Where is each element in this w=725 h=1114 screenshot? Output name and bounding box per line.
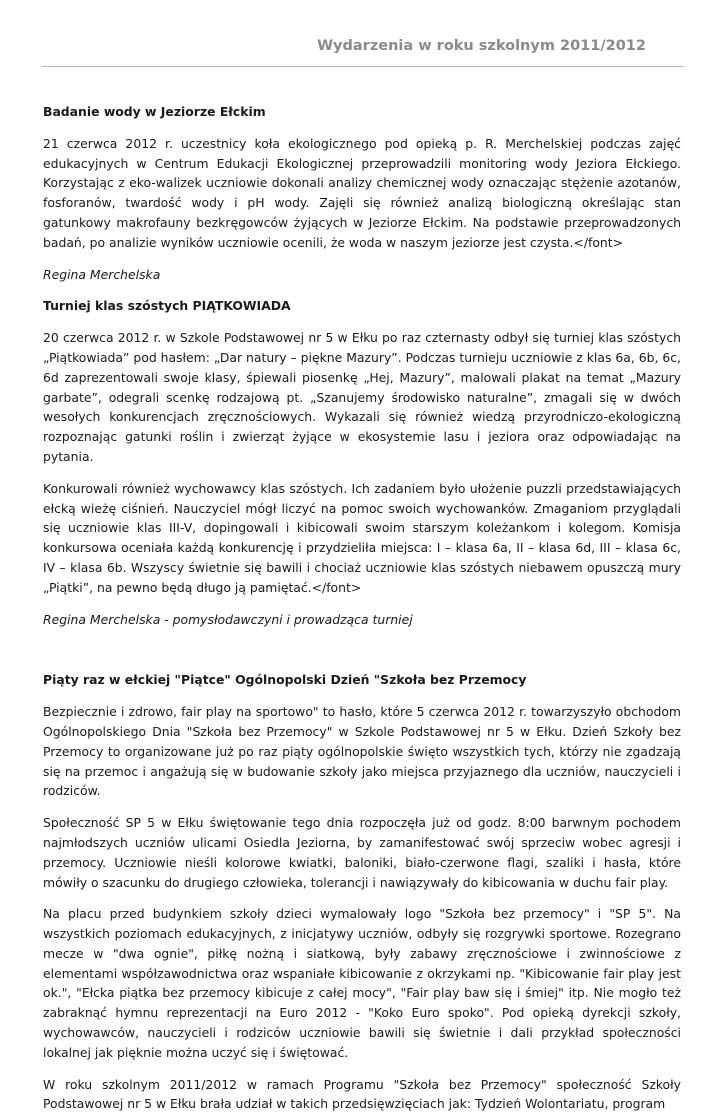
section-heading-no-violence-day: Piąty raz w ełckiej "Piątce" Ogólnopolski Dzień "Szkoła bez Przemocy bbox=[43, 672, 527, 688]
paragraph: 20 czerwca 2012 r. w Szkole Podstawowej nr 5 w Ełku po raz czternasty odbył się turniej klas szóstych „Piątkowiada” pod hasłem: „Dar natury – piękne Mazury”. Podczas turnieju uczniowie z klas 6a, 6b, 6c, 6d zaprezentowali swoje klasy, śpiewali piosenkę „Hej, Mazury”, malowali plakat na temat „Mazury garbate”, odegrali scenkę rodzajową pt. „Szanujemy środowisko naturalne”, zmagali się w dwóch wesołych konkurencjach zręcznościowych. Wykazali się również wiedzą przyrodniczo-ekologiczną rozpoznając gatunki roślin i zwierząt żyjące w ekosystemie lasu i jeziora oraz odpowiadając na pytania. bbox=[43, 330, 681, 464]
paragraph: 21 czerwca 2012 r. uczestnicy koła ekologicznego pod opieką p. R. Merchelskiej podczas zajęć edukacyjnych w Centrum Edukacji Ekologicznej przeprowadzili monitoring wody Jeziora Ełckiego. Korzystając z eko-walizek uczniowie dokonali analizy chemicznej wody oznaczając stężenie azotanów, fosforanów, twardość wody i pH wody. Zajęli się również analizą biologiczną określając stan gatunkowy makrofauny bezkręgowców żyjących w Jeziorze Ełckim. Na podstawie przeprowadzonych badań, po analizie wyników uczniowie ocenili, że woda w naszym jeziorze jest czysta.</font> bbox=[43, 135, 681, 250]
document-body bbox=[43, 102, 681, 1114]
page-header-title: Wydarzenia w roku szkolnym 2011/2012 bbox=[317, 38, 646, 54]
author-signature: Regina Merchelska - pomysłodawczyni i prowadząca turniej bbox=[43, 611, 413, 627]
section-heading-water-study: Badanie wody w Jeziorze Ełckim bbox=[43, 104, 266, 119]
section-heading-piatkowiada: Turniej klas szóstych PIĄTKOWIADA bbox=[43, 298, 291, 314]
paragraph: Społeczność SP 5 w Ełku świętowanie tego dnia rozpoczęła już od godz. 8:00 barwnym pochodem najmłodszych uczniów ulicami Osiedla Jeziorna, by zamanifestować swój sprzeciw wobec agresji i przemocy. Uczniowie nieśli kolorowe kwiatki, baloniki, biało-czerwone flagi, szaliki i hasła, które mówiły o szacunku do drugiego człowieka, tolerancji i nawiązywały do kibicowania w duchu fair play. bbox=[43, 815, 681, 890]
paragraph: W roku szkolnym 2011/2012 w ramach Programu "Szkoła bez Przemocy" społeczność Szkoły Podstawowej nr 5 w Ełku brała udział w takich przedsięwzięciach jak: Tydzień Wolontariatu, program bbox=[43, 1076, 681, 1112]
paragraph: Na placu przed budynkiem szkoły dzieci wymalowały logo "Szkoła bez przemocy" i "SP 5". Na wszystkich poziomach edukacyjnych, z inicjatywy uczniów, odbyły się rozgrywki sportowe. Rozegrano mecze w "dwa ognie", piłkę nożną i siatkową, były zabawy zręcznościowe i zwinnościowe z elementami współzawodnictwa oraz wspaniałe kibicowanie z okrzykami np. "Kibicowanie fair play jest ok.", "Ełcka piątka bez przemocy kibicuje z całej mocy", "Fair play baw się i śmiej" itp. Nie mogło też zabraknąć hymnu reprezentacji na Euro 2012 - "Koko Euro spoko". Pod opieką dyrekcji szkoły, wychowawców, nauczycieli i rodziców uczniowie bawili się świetnie i dali przykład społeczności lokalnej jak pięknie można uczyć się i świętować. bbox=[43, 906, 681, 1060]
header-divider bbox=[42, 66, 684, 67]
paragraph: Konkurowali również wychowawcy klas szóstych. Ich zadaniem było ułożenie puzzli przedstawiających ełcką wieżę ciśnień. Nauczyciel mógł liczyć na pomoc swoich wychowanków. Zmaganiom przyglądali się uczniowie klas III-V, dopingowali i kibicowali swoim starszym koleżankom i kolegom. Komisja konkursowa oceniała każdą konkurencję i przydzieliła miejsca: I – klasa 6a, II – klasa 6d, III – klasa 6c, IV – klasa 6b. Wszyscy świetnie się bawili i chociaż uczniowie klas szóstych niebawem opuszczą mury „Piątki”, na pewno będą długo ją pamiętać.</font> bbox=[43, 480, 681, 595]
author-signature: Regina Merchelska bbox=[43, 266, 161, 282]
paragraph: Bezpiecznie i zdrowo, fair play na sportowo" to hasło, które 5 czerwca 2012 r. towarzyszyło obchodom Ogólnopolskiego Dnia "Szkoła bez Przemocy" w Szkole Podstawowej nr 5 w Ełku. Dzień Szkoły bez Przemocy to organizowane już po raz piąty ogólnopolskie święto wszystkich tych, którzy nie zgadzają się na przemoc i angażują się w budowanie szkoły jako miejsca przyjaznego dla uczniów, nauczycieli i rodziców. bbox=[43, 704, 681, 799]
